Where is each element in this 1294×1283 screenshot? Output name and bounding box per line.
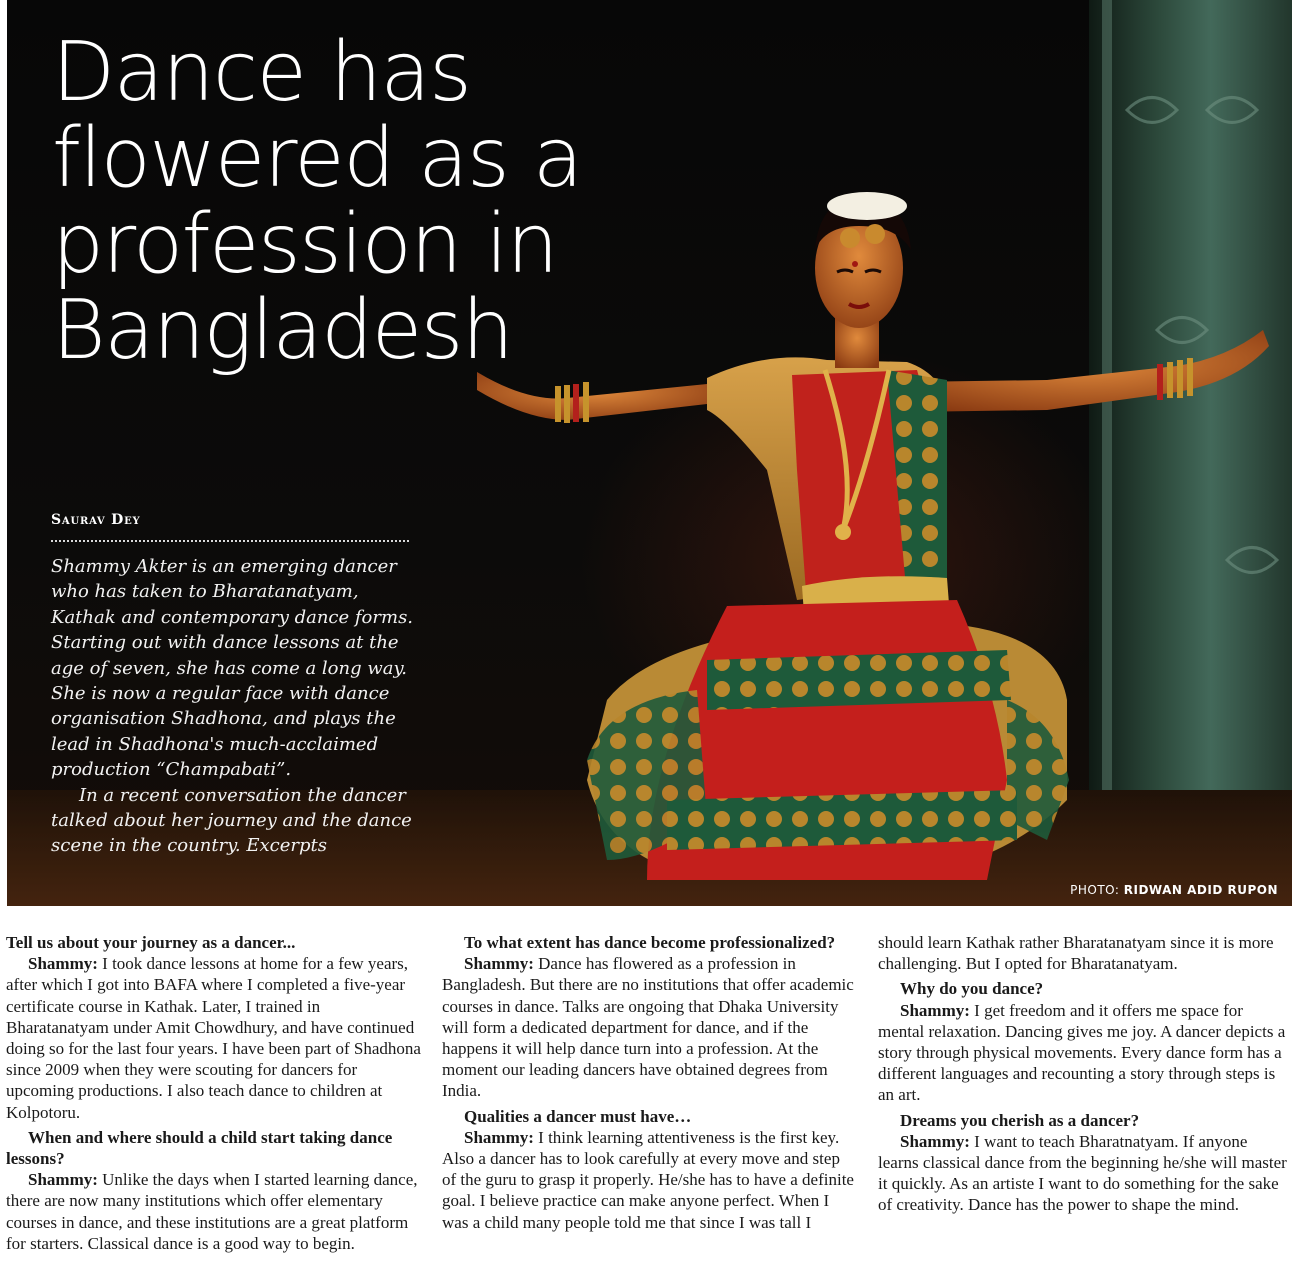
speaker-label: Shammy:: [28, 1170, 98, 1190]
answer-text: I want to teach Bharatnatyam. If anyone learns classical dance from the beginning he/she will master it quickly. As an artiste I want to do something for the sake of creativity. Dance has the power to shape the mind.: [878, 1131, 1287, 1215]
hero-photo: [7, 0, 1292, 906]
question: Why do you dance?: [900, 979, 1044, 999]
dotted-divider: [51, 540, 409, 542]
speaker-label: Shammy:: [464, 1127, 534, 1147]
answer: [6, 953, 422, 1123]
headline-line: flowered as a: [52, 111, 582, 206]
photo-credit-label: PHOTO:: [1070, 883, 1120, 897]
answer-text: Dance has flowered as a profession in Bangladesh. But there are no institutions that offer academic courses in dance. Talks are ongoing that Dhaka University will form a dedicated department for dance, and if the happens it will help dance turn into a profession. At the moment our leading dancers have obtained degrees from India.: [442, 954, 854, 1101]
answer: [442, 1127, 856, 1233]
intro-text: [51, 554, 419, 859]
photo-credit-name: RIDWAN ADID RUPON: [1123, 883, 1278, 897]
headline-line: Bangladesh: [52, 283, 513, 378]
question: Qualities a dancer must have…: [464, 1106, 692, 1126]
intro-paragraph: In a recent conversation the dancer talked about her journey and the dance scene in the country. Excerpts: [51, 784, 412, 857]
headline-line: Dance has: [52, 25, 471, 120]
article-column-2: [442, 932, 856, 1233]
answer-text: I get freedom and it offers me space for mental relaxation. Dancing gives me joy. A dancer depicts a story through physical movements. Every dance form has a different languages and recounting a story through steps is an art.: [878, 1000, 1286, 1105]
question: When and where should a child start taking dance lessons?: [6, 1127, 393, 1169]
speaker-label: Shammy:: [900, 1000, 970, 1020]
byline: Saurav Dey: [51, 512, 141, 528]
intro-paragraph: Shammy Akter is an emerging dancer who has taken to Bharatanatyam, Kathak and contemporary dance forms. Starting out with dance lessons at the age of seven, she has come a long way. She is now a regular face with dance organisation Shadhona, and plays the lead in Shadhona's much-acclaimed production “Champabati”.: [51, 556, 414, 781]
speaker-label: Shammy:: [900, 1131, 970, 1151]
answer: [442, 953, 856, 1101]
answer: [878, 1000, 1292, 1106]
answer-text: I think learning attentiveness is the first key. Also a dancer has to look carefully at every move and step of the guru to grasp it properly. He/she has to have a definite goal. I believe practice can make anyone perfect. When I was a child many people told me that since I was tall I: [442, 1127, 854, 1232]
article-column-1: [6, 932, 422, 1254]
headline-line: profession in: [52, 197, 558, 292]
speaker-label: Shammy:: [464, 954, 534, 974]
answer: [6, 1169, 422, 1254]
speaker-label: Shammy:: [28, 954, 98, 974]
answer-text: I took dance lessons at home for a few years, after which I got into BAFA where I completed a five-year certificate course in Kathak. Later, I trained in Bharatanatyam under Amit Chowdhury, and have continued doing so for the last four years. I have been part of Shadhona since 2009 when they were scouting for dancers for upcoming productions. I also teach dance to children at Kolpotoru.: [6, 954, 421, 1122]
question: Dreams you cherish as a dancer?: [900, 1110, 1140, 1130]
photo-credit: [1070, 883, 1278, 897]
article-column-3: [878, 932, 1292, 1216]
headline: [52, 25, 612, 378]
question: To what extent has dance become professionalized?: [464, 933, 836, 952]
question: Tell us about your journey as a dancer...: [6, 933, 296, 952]
answer-text: Unlike the days when I started learning dance, there are now many institutions which offer elementary courses in dance, and these institutions are a great platform for starters. Classical dance is a good way to begin.: [6, 1170, 418, 1253]
answer: [878, 1131, 1292, 1216]
answer-continued: should learn Kathak rather Bharatanatyam since it is more challenging. But I opted for Bharatanatyam.: [878, 933, 1274, 974]
